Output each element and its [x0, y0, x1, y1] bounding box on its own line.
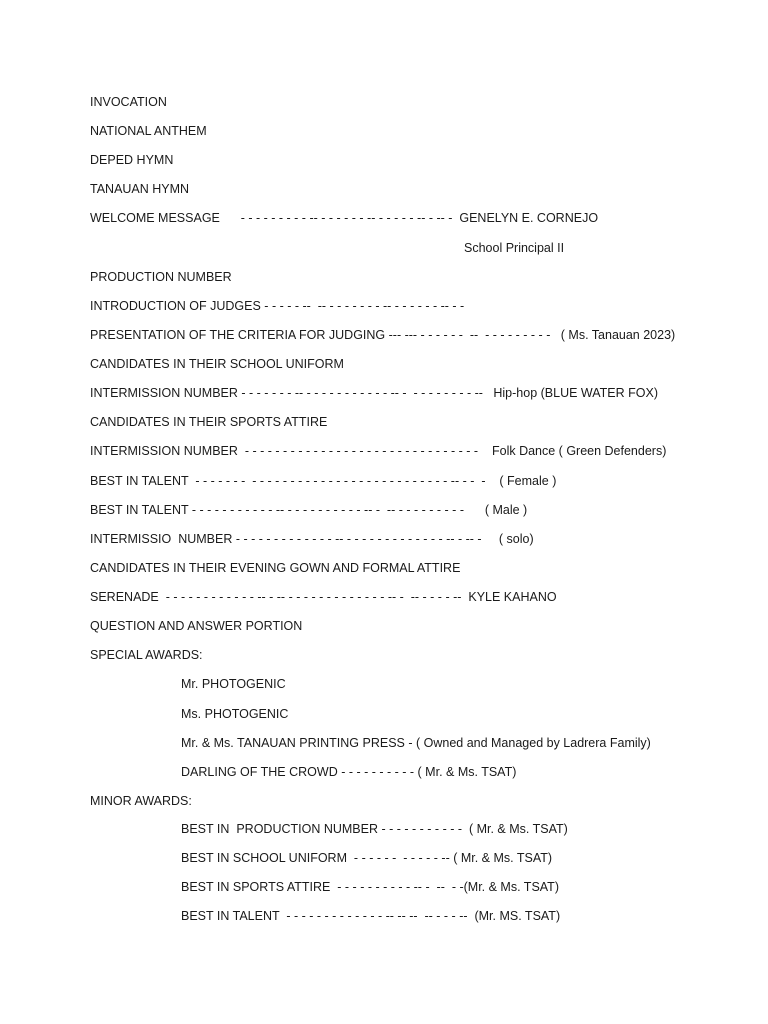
program-item-school-uniform: CANDIDATES IN THEIR SCHOOL UNIFORM	[90, 357, 344, 371]
special-awards-heading: SPECIAL AWARDS:	[90, 648, 203, 662]
program-item-production-number: PRODUCTION NUMBER	[90, 270, 232, 284]
welcome-speaker-title: School Principal II	[464, 241, 565, 255]
program-item-talent-female: BEST IN TALENT - - - - - - - - - - - - - - - - - - - - - - - - - - - - - - - - - -- - - - ( Female )	[90, 474, 557, 488]
special-award-item: DARLING OF THE CROWD - - - - - - - - - - ( Mr. & Ms. TSAT)	[181, 765, 517, 779]
program-item-serenade: SERENADE - - - - - - - - - - - - -- - -- - - - - - - - - - - - - - -- - -- - - - - -- KYLE KAHANO	[90, 590, 557, 604]
special-award-item: Mr. PHOTOGENIC	[181, 677, 286, 691]
special-award-item: Ms. PHOTOGENIC	[181, 707, 289, 721]
program-item-invocation: INVOCATION	[90, 95, 167, 109]
program-item-welcome-message: WELCOME MESSAGE - - - - - - - - - -- - - - - - - -- - - - - - -- - -- - GENELYN E. CORNEJO	[90, 211, 599, 225]
program-item-intermission-2: INTERMISSION NUMBER - - - - - - - - - - - - - - - - - - - - - - - - - - - - - - - Folk Dance ( Green Defenders)	[90, 444, 667, 458]
minor-award-item: BEST IN SCHOOL UNIFORM - - - - - - - - - - - -- ( Mr. & Ms. TSAT)	[181, 851, 553, 865]
program-item-deped-hymn: DEPED HYMN	[90, 153, 174, 167]
program-item-intermission-1: INTERMISSION NUMBER - - - - - - - -- - - - - - - - - - - - -- - - - - - - - - - -- Hip-hop (BLUE WATER FOX)	[90, 386, 658, 400]
minor-awards-heading: MINOR AWARDS:	[90, 794, 192, 808]
minor-award-item: BEST IN PRODUCTION NUMBER - - - - - - - - - - - ( Mr. & Ms. TSAT)	[181, 822, 568, 836]
program-item-introduction-of-judges: INTRODUCTION OF JUDGES - - - - - -- -- - - - - - - - -- - - - - - - -- - -	[90, 299, 465, 313]
minor-award-item: BEST IN TALENT - - - - - - - - - - - - - -- -- -- -- - - - -- (Mr. MS. TSAT)	[181, 909, 561, 923]
minor-award-item: BEST IN SPORTS ATTIRE - - - - - - - - - - -- - -- - -(Mr. & Ms. TSAT)	[181, 880, 559, 894]
program-item-sports-attire: CANDIDATES IN THEIR SPORTS ATTIRE	[90, 415, 328, 429]
program-item-national-anthem: NATIONAL ANTHEM	[90, 124, 207, 138]
special-award-item: Mr. & Ms. TANAUAN PRINTING PRESS - ( Owned and Managed by Ladrera Family)	[181, 736, 651, 750]
program-item-criteria: PRESENTATION OF THE CRITERIA FOR JUDGING --- --- - - - - - - -- - - - - - - - - - ( Ms. Tanauan 2023)	[90, 328, 676, 342]
program-item-talent-male: BEST IN TALENT - - - - - - - - - - - -- - - - - - - - - - - -- - -- - - - - - - - - - ( Male )	[90, 503, 528, 517]
program-item-intermission-3: INTERMISSIO NUMBER - - - - - - - - - - - - - -- - - - - - - - - - - - - - -- - -- - ( solo)	[90, 532, 534, 546]
program-item-qa-portion: QUESTION AND ANSWER PORTION	[90, 619, 303, 633]
program-item-evening-gown: CANDIDATES IN THEIR EVENING GOWN AND FORMAL ATTIRE	[90, 561, 461, 575]
program-item-tanauan-hymn: TANAUAN HYMN	[90, 182, 190, 196]
